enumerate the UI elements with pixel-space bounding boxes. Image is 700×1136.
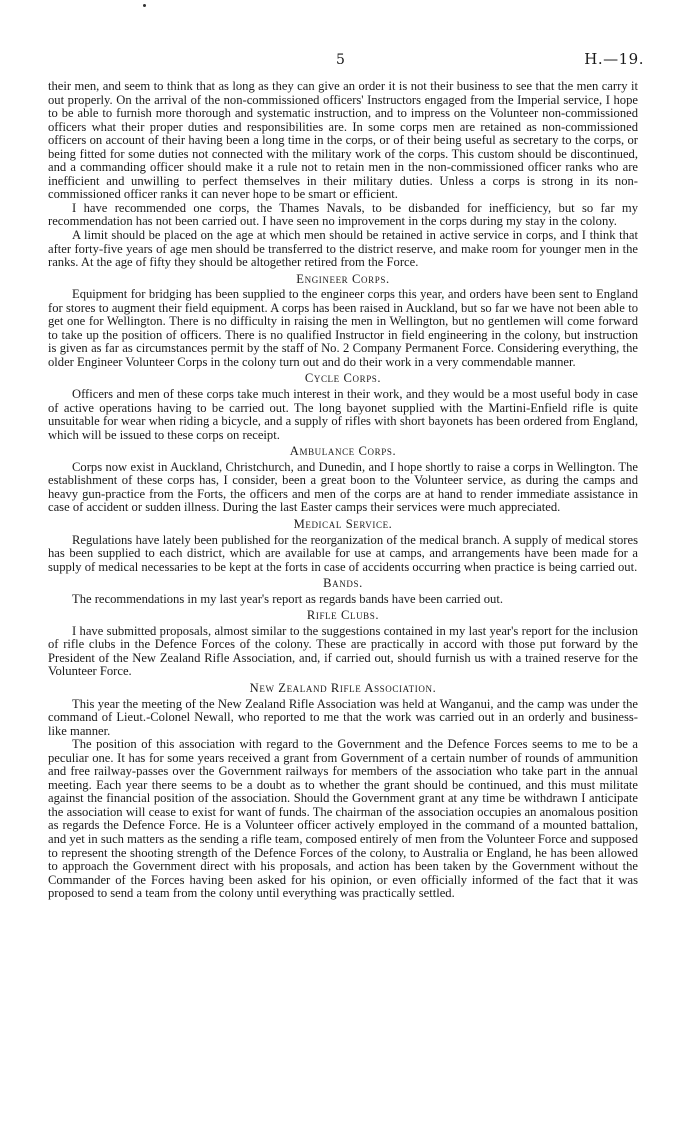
section-heading-bands: Bands. bbox=[323, 576, 363, 591]
section-heading-cycle-corps: Cycle Corps. bbox=[304, 371, 382, 386]
document-reference: H.—19. bbox=[584, 50, 644, 68]
paragraph: Equipment for bridging has been supplied to the engineer corps this year, and orders have been sent to England for stores to augment their field equipment. A corps has been raised in Auckland, but so far we have not been able to get one for Wellington. There is no difficulty in raising the men in Wellington, but no gentlemen will come forward to take up the position of officers. There is no qualified Instructor in field engineering in the colony, but instruction is given as far as circumstances permit by the staff of No. 2 Company Permanent Force. Considering everything, the older Engineer Volunteer Corps in the colony turn out and do their work in a very commendable manner. bbox=[48, 287, 638, 369]
paragraph: I have submitted proposals, almost similar to the suggestions contained in my last year's report for the inclusion of rifle clubs in the Defence Forces of the colony. These are practically in accord with those put forward by the President of the New Zealand Rifle Association, and, if carried out, should furnish us with a trained reserve for the Volunteer Force. bbox=[48, 623, 638, 679]
paragraph: their men, and seem to think that as long as they can give an order it is not their business to see that the men carry it out properly. On the arrival of the non-commissioned officers' Instructors engaged from the Imperial service, I hope to be able to furnish more thorough and systematic instruction, and to impress on the Volunteer non-commissioned officers what their proper duties and responsibilities are. In some corps men are retained as non-commissioned officers on account of their having been a long time in the corps, or of their being useful as secretary to the corps, or being fitted for some duties not connected with the military work of the corps. This custom should be discontinued, and a commanding officer should make it a rule not to retain men in the non-commissioned officer ranks who are inefficient and unwilling to perfect themselves in their military duties. Unless a corps is strong in its non-commissioned officer ranks it can never hope to be smart or efficient. bbox=[48, 79, 638, 202]
paragraph: This year the meeting of the New Zealand Rifle Association was held at Wanganui, and the camp was under the command of Lieut.-Colonel Newall, who reported to me that the work was carried out in an orderly and business-like manner. bbox=[48, 696, 638, 738]
paragraph: The position of this association with regard to the Government and the Defence Forces seems to me to be a peculiar one. It has for some years received a grant from Government of a certain number of rounds of ammunition and free railway-passes over the Government railways for members of the association who take part in the annual meeting. Each year there seems to be a doubt as to whether the grant should be continued, and this must militate against the financial position of the association. Should the Government grant at any time be withdrawn I anticipate the association will cease to exist for want of funds. The chairman of the association occupies an anomalous position as regards the Defence Force. He is a Volunteer officer actively employed in the command of a mounted battalion, and yet in such matters as the sending a rifle team, composed entirely of men from the Volunteer Force and supposed to represent the shooting strength of the Defence Forces of the colony, to Australia or England, he has been allowed to approach the Government direct with his proposals, and action has been taken by the Government without the Commander of the Forces having been asked for his opinion, or even officially informed of the fact that it was proposed to send a team from the colony until everything was practically settled. bbox=[48, 737, 638, 901]
section-heading-engineer-corps: Engineer Corps. bbox=[296, 271, 390, 286]
paragraph: A limit should be placed on the age at which men should be retained in active service in corps, and I think that after forty-five years of age men should be transferred to the district reserve, and make room for younger men in the ranks. At the age of fifty they should be altogether retired from the Force. bbox=[48, 228, 638, 270]
section-heading-ambulance-corps: Ambulance Corps. bbox=[289, 444, 397, 459]
section-heading-rifle-clubs: Rifle Clubs. bbox=[306, 608, 380, 623]
paragraph: Corps now exist in Auckland, Christchurch, and Dunedin, and I hope shortly to raise a corps in Wellington. The establishment of these corps has, I consider, been a great boon to the Volunteer service, as during the camps and heavy gun-practice from the Forts, the officers and men of the corps are at hand to render immediate assistance in case of accident or sudden illness. During the last Easter camps their services were much appreciated. bbox=[48, 459, 638, 515]
print-speck bbox=[143, 4, 146, 7]
paragraph: I have recommended one corps, the Thames Navals, to be disbanded for inefficiency, but so far my recommendation has not been carried out. I have seen no improvement in the corps during my stay in the colony. bbox=[48, 200, 638, 229]
body-text bbox=[48, 80, 638, 901]
section-heading-medical-service: Medical Service. bbox=[293, 516, 393, 531]
page-number: 5 bbox=[336, 52, 345, 68]
section-heading-rifle-association: New Zealand Rifle Association. bbox=[249, 680, 437, 695]
paragraph: Regulations have lately been published for the reorganization of the medical branch. A supply of medical stores has been supplied to each district, which are available for use at camps, and arrangements have been made for a supply of medical necessaries to be kept at the forts in case of accidents occurring when practice is being carried out. bbox=[48, 532, 638, 574]
paragraph: Officers and men of these corps take much interest in their work, and they would be a most useful body in case of active operations having to be carried out. The long bayonet supplied with the Martini-Enfield rifle is quite unsuitable for wear when riding a bicycle, and a supply of rifles with short bayonets has been ordered from England, which will be issued to these corps on receipt. bbox=[48, 387, 638, 442]
paragraph: The recommendations in my last year's report as regards bands have been carried out. bbox=[72, 591, 503, 606]
